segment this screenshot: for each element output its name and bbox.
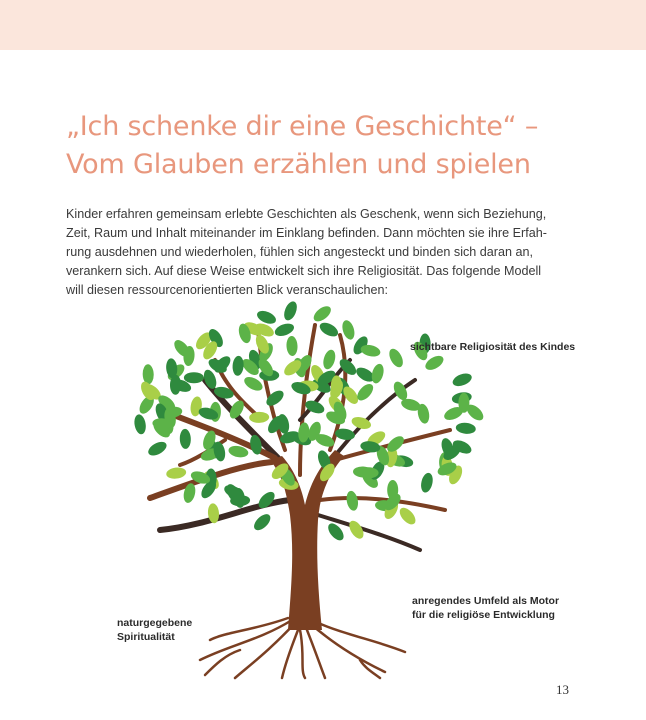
leaf xyxy=(370,363,386,385)
root xyxy=(205,650,240,675)
intro-paragraph xyxy=(66,205,596,300)
leaf xyxy=(273,321,296,338)
leaf xyxy=(184,372,204,383)
leaf xyxy=(179,429,191,449)
leaf xyxy=(321,348,337,370)
paragraph-line-3: rung ausdehnen und wiederholen, fühlen sich angesteckt und binden sich daran an, xyxy=(66,245,534,259)
leaf xyxy=(255,308,278,326)
leaf xyxy=(232,355,244,376)
leaf xyxy=(142,364,154,384)
leaf xyxy=(455,422,476,435)
leaf xyxy=(317,320,340,339)
leaf xyxy=(419,472,434,494)
title-line-1: „Ich schenke dir eine Geschichte“ – xyxy=(66,111,539,142)
tree-illustration xyxy=(0,300,646,680)
leaf xyxy=(146,439,169,458)
leaf xyxy=(345,490,360,512)
leaf xyxy=(397,505,419,527)
paragraph-line-5: will diesen ressourcenorientierten Blick veranschaulichen: xyxy=(66,283,389,297)
page-number: 13 xyxy=(556,682,569,697)
leaf xyxy=(251,511,273,533)
branch xyxy=(160,500,290,530)
root xyxy=(312,625,385,672)
root xyxy=(316,622,405,652)
label-environment: anregendes Umfeld als Motor für die religiöse Entwicklung xyxy=(412,595,560,621)
leaf xyxy=(166,466,187,479)
leaf xyxy=(387,347,406,370)
top-color-band xyxy=(0,0,646,50)
branch xyxy=(300,325,315,475)
leaf xyxy=(458,393,469,413)
paragraph-line-1: Kinder erfahren gemeinsam erlebte Geschichten als Geschenk, wenn sich Beziehung, xyxy=(66,207,547,221)
root xyxy=(300,630,305,678)
leaf xyxy=(133,413,147,435)
paragraph-line-2: Zeit, Raum und Inhalt miteinander im Einklang befinden. Dann möchten sie ihre Erfah- xyxy=(66,226,547,240)
leaf xyxy=(311,303,334,324)
page-title xyxy=(66,108,626,184)
label-crown: sichtbare Religiosität des Kindes xyxy=(410,341,576,353)
label-spirituality: naturgegebene Spiritualität xyxy=(117,617,193,643)
paragraph-line-4: verankern sich. Auf diese Weise entwickelt sich ihre Religiosität. Das folgende Modell xyxy=(66,264,542,278)
title-line-2: Vom Glauben erzählen und spielen xyxy=(66,149,531,180)
leaf xyxy=(282,300,300,322)
leaf xyxy=(451,371,474,388)
leaf xyxy=(286,336,298,357)
